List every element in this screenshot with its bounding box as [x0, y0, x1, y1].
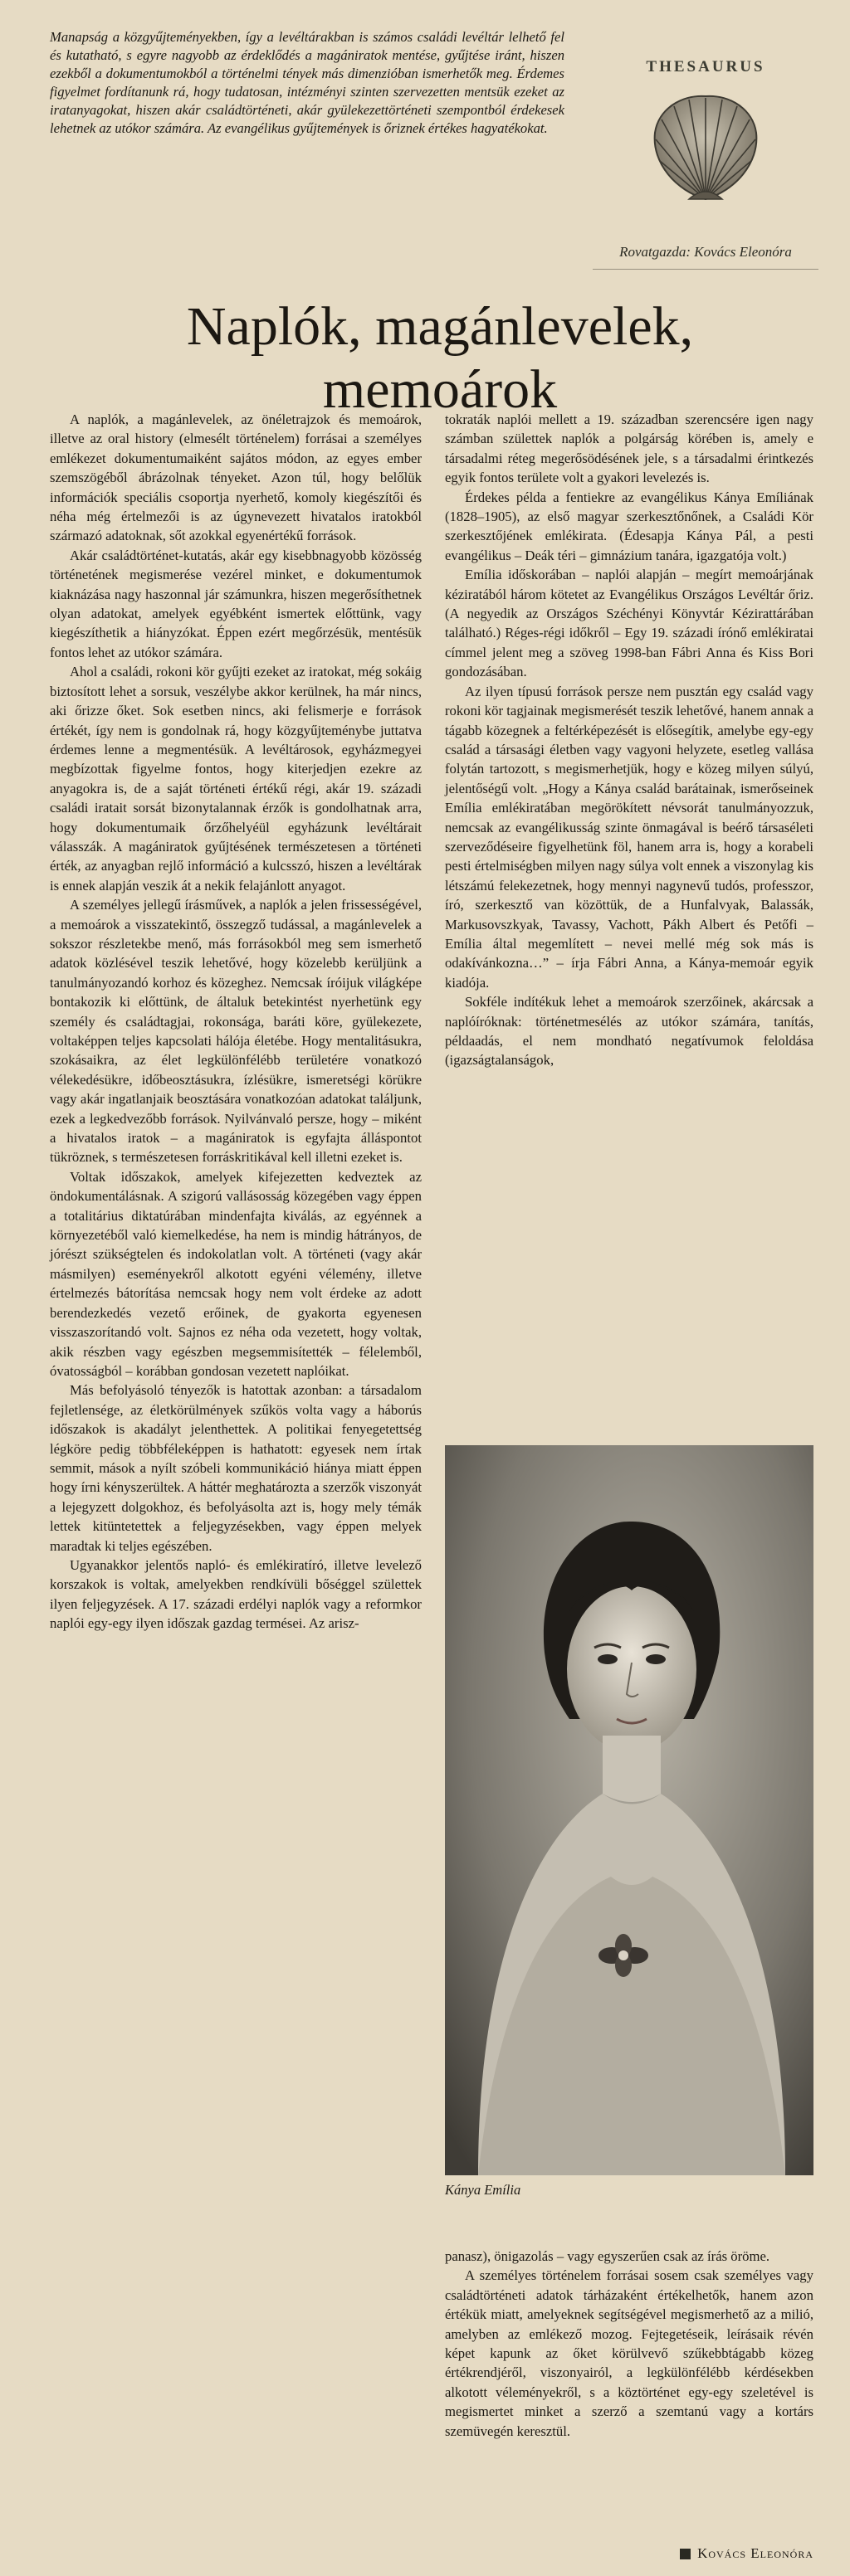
paragraph: A személyes jellegű írásművek, a naplók a jelen frissességével, a memoárok a visszatekintő, összegző tudással, a magánlevelek a sokszor részletekbe menő, más forrásokból meg sem ismerhető adatok közlésével teszik lehetővé, hogy közelebb kerüljünk a tanulmányozandó korhoz és közeghez. Nemcsak íróijuk világképe bontakozik ki előttünk, de általuk betekintést nyerhetünk egy személy és családtagjai, rokonsága, baráti köre, gyülekezete, voltaképpen teljes kapcsolati hálója életébe. Hogy mentalitásukra, szokásaikra, az élet legkülönfélébb területére vonatkozó vélekedésükre, időbeosztásukra, ízlésükre, ismeretségi körükre vagy akár ingatlanjaik beosztására vonatkozóan adatokat találjunk, ezek a legkedvezőbb források. Nyilvánvaló persze, hogy – miként a hivatalos iratok – a magániratok is egyfajta álláspontot tükröznek, s természetesen forráskritikával kell illetni ezeket is. — [50, 897, 422, 1166]
author-signature — [680, 2545, 813, 2562]
paragraph: Emília időskorában – naplói alapján – megírt memoárjának kéziratából három kötetet az Evangélikus Országos Levéltár őriz. (A negyedik az Országos Széchényi Könyvtár Kézirattárában található.) Réges-régi időkről – Egy 19. századi írónő emlékiratai címmel jelent meg a szöveg 1998-ban Fábri Anna és Kiss Bori gondozásában. — [445, 567, 813, 680]
paragraph: A naplók, a magánlevelek, az önéletrajzok és memoárok, illetve az oral history (elmesélt történelem) forrásai a személyes emlékezet dokumentumaiként sajátos módon, az egyes ember szemszögéből ábrázolnak tényeket. Azon túl, hogy belőlük információk speciális csoportja nyerhető, komoly kiegészítői és néha még értelmezői is az úgynevezett hivatalos iratokból származó adatoknak, sőt azokkal egyenértékű források. — [50, 411, 422, 544]
right-column-top — [445, 410, 813, 1439]
portrait-caption: Kánya Emília — [445, 2182, 521, 2198]
rubric-divider — [593, 269, 818, 270]
intro-lead — [50, 28, 564, 137]
paragraph: Voltak időszakok, amelyek kifejezetten kedveztek az öndokumentálásnak. A szigorú vallásosság közegében vagy éppen a totalitárius diktatúrában mindenfajta kiválás, az egyénnek a környezetéből való kiemelkedése, ha nem is mindig hátrányos, de jórészt szükségtelen és indokolatlan volt. A történeti (vagy akár másmilyen) eseményekről alkotott egyéni vélemény, illetve értelmezés bátorítása nemcsak hogy nem volt érdeke az adott berendezkedés vezető erőinek, de gyakorta egyenesen visszaszorítandó volt. Sajnos ez néha oda vezetett, hogy voltak, akik részben vagy egészben megsemmisítették – félelemből, óvatosságból – korábban gondosan vezetett naplóikat. — [50, 1168, 422, 1379]
paragraph: Sokféle indítékuk lehet a memoárok szerzőinek, akárcsak a naplóíróknak: történetmesélés az utókor számára, tanítás, példaadás, el nem mondható negatívumok feloldása (igazságtalanságok, — [445, 994, 813, 1069]
paragraph: Ahol a családi, rokoni kör gyűjti ezeket az iratokat, még sokáig biztosított lehet a sorsuk, veszélybe akkor kerülnek, ha már nincs, aki őrizze őket. Sok esetben nincs, aki felismerje e források értékét, így nem is gondolnak rá, hogy közgyűjteménybe juttatva érdemes lenne a megmentésük. A levéltárosok, egyházmegyei megbízottak figyelme fontos, hogy kiterjedjen ezekre az anyagokra is, de a saját történeti értékű régi, akár 19. századi családi iratait sorsát bizonytalannak érzők is gondolhatnak arra, hogy dokumentumaik őrzőhelyéül egyházunk levéltárait válasszák. A magániratok gyűjtésének természetesen a történeti érték, az anyagban rejlő információ a kulcsszó, hiszen a levéltárak is ennek alapján veszik át a nekik felajánlott anyagot. — [50, 664, 422, 894]
paragraph: Más befolyásoló tényezők is hatottak azonban: a társadalom fejletlensége, az életkörülmények szűkös volta vagy a háborús időszakok is akadályt jelenthettek. A politikai fenyegetettség légköre pedig többféleképpen is hathatott: egyesek nem írtak semmit, mások a nyílt szóbeli kommunikáció hiánya miatt éppen hogy írni kényszerültek. A háttér meghatározta a szerzők viszonyát a lejegyzett dolgokhoz, és befolyásolta azt is, hogy mely témák lettek kitüntetettek a feljegyzésekben, vagy éppen melyek maradtak ki teljes egészében. — [50, 1382, 422, 1554]
rubric-editor: Rovatgazda: Kovács Eleonóra — [619, 244, 792, 260]
paragraph: Ugyanakkor jelentős napló- és emlékiratíró, illetve levelező korszakok is voltak, amelyekben rendkívüli bőséggel születtek ilyen feljegyzések. A 17. századi erdélyi naplók vagy a reformkor naplói egy-egy ilyen időszak gazdag termései. Az arisz- — [50, 1556, 422, 1632]
paragraph: Érdekes példa a fentiekre az evangélikus Kánya Emíliának (1828–1905), az első magyar szerkesztőnőnek, a Családi Kör szerkesztőjének emlékirata. (Édesapja Kánya Pál, a pesti evangélikus – Deák téri – gimnázium tanára, igazgatója volt.) — [445, 489, 813, 563]
portrait-image — [445, 1445, 813, 2175]
paragraph: Akár családtörténet-kutatás, akár egy kisebbnagyobb közösség történetének megismerése vezérel minket, e dokumentumok kiaknázása nagy haszonnal jár számunkra, hiszen megerősíthetnek olyan adatokat, amelyek egyébként ismertek előttünk, vagy kiegészíthetik a hiányzókat. Éppen ezért megőrzésük, mentésük fontos lehet az utókor számára. — [50, 547, 422, 660]
square-bullet-icon — [680, 2549, 691, 2559]
left-column — [50, 410, 422, 2534]
shell-graphic — [643, 85, 768, 209]
rubric-box — [581, 30, 830, 279]
scallop-shell-icon — [643, 85, 768, 209]
paragraph: Az ilyen típusú források persze nem pusztán egy család vagy rokoni kör tagjainak megismerését teszik lehetővé, hanem annak a tágabb közegnek a feltérképezését is elősegítik, amelybe egy-egy család a társasági életben vagy vagyoni helyzete, esetleg vallása folytán tartozott, s megismerhetjük, hogy e közeg milyen súlyú, jelentőségű volt. „Hogy a Kánya család barátainak, ismerőseinek Emília emlékiratában megörökített névsorát tanulmányozzuk, nemcsak az evangélikusság szinte önmagával is beérő társaséleti szerveződéseire figyelhetünk föl, hanem arra is, hogy a korabeli pesti értelmiségben milyen nagy súlya volt ennek a viszonylag kis létszámú felekezetnek, hogy mennyi nagynevű tudós, professzor, író, szerkesztő van közöttük, de a Hunfalvyak, Balassák, Markusovszkyak, Tavassy, Vachott, Pákh Albert és Petőfi – Emília által megemlített – nevei mellé még sok más is odakívánkozna…” – írja Fábri Anna, a Kánya-memoár egyik kiadója. — [445, 683, 813, 991]
paragraph: A személyes történelem forrásai sosem csak személyes vagy családtörténeti adatok tárházaként értékelhetők, hanem azon értékük miatt, amelyeknek segítségével megismerhető az a milió, amelyben az emlékező mozog. Fejtegetéseik, leírásaik révén képet kapunk az őket körülvevő szűkebbtágabb közeg értékrendjéről, viszonyairól, a legkülönfélébb kérdésekben alkotott véleményekről, s a köztörténet egy-egy szeletével is megismertet minket a szerző a szemtanú vagy a kortárs szemüvegén keresztül. — [445, 2267, 813, 2439]
right-column-bottom — [445, 2247, 813, 2545]
paragraph: panasz), önigazolás – vagy egyszerűen csak az írás öröme. — [445, 2248, 770, 2264]
author-name: Kovács Eleonóra — [697, 2545, 813, 2561]
intro-text: Manapság a közgyűjteményekben, így a levéltárakban is számos családi levéltár lelhető fel és kutatható, s egyre nagyobb az érdeklődés a magániratok mentése, gyűjtése iránt, hiszen ezekből a dokumentumokból a történelmi tények más dimenzióban ismerhetők meg. Érdemes figyelmet fordítanunk rá, hogy tudatosan, intézményi szinten szervezetten mentsük ezeket az iratanyagokat, hiszen akár családtörténeti, akár gyülekezettörténeti szempontból érdekesek lehetnek az utókor számára. Az evangélikus gyűjtemények is őriznek értékes hagyatékokat. — [50, 29, 564, 136]
title-line-2: memoárok — [322, 359, 558, 420]
article-title — [50, 295, 830, 421]
portrait-graphic — [445, 1445, 813, 2175]
rubric-title: THESAURUS — [646, 58, 765, 75]
title-line-1: Naplók, magánlevelek, — [186, 296, 694, 357]
paragraph: tokraták naplói mellett a 19. században szerencsére igen nagy számban születtek naplók a polgárság körében is, amely e társadalmi réteg megerősödésének jele, s a társadalmi érintkezés egyik fontos területe volt a gyakori levelezés is. — [445, 411, 813, 486]
